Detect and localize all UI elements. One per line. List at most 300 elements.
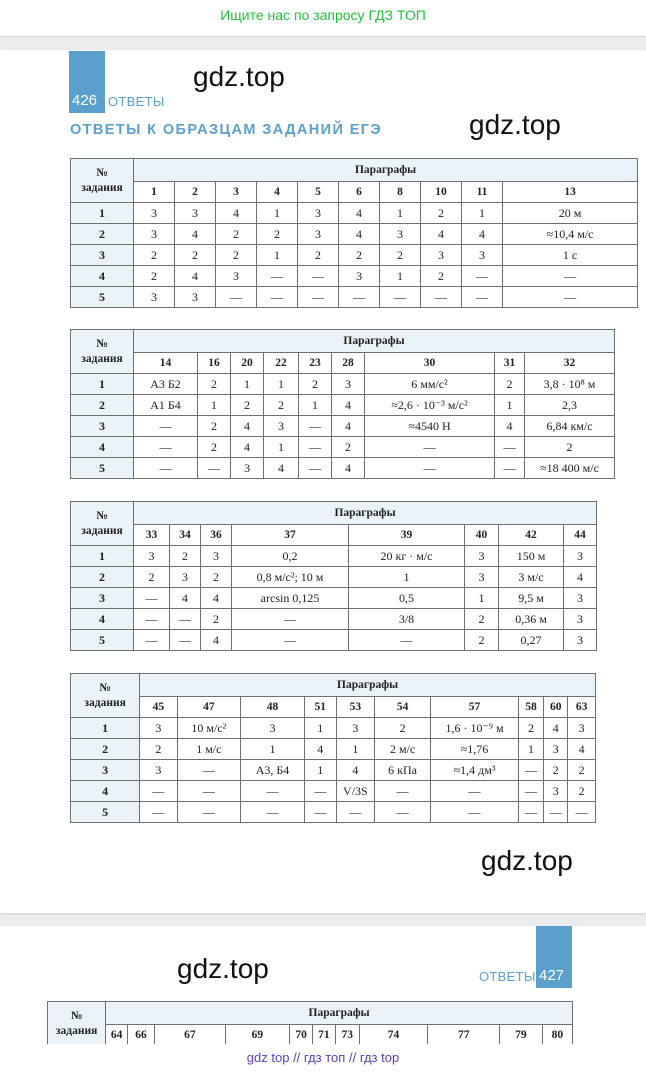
answer-cell: — [134,437,198,458]
answer-cell: 4 [231,437,264,458]
answer-cell: — [299,458,332,479]
paragraph-column-header: 54 [375,697,431,718]
answer-cell: 2 [198,437,231,458]
paragraph-column-header: 1 [134,182,175,203]
answer-cell: — [375,781,431,802]
answer-cell: 3,8 · 10⁸ м [525,374,615,395]
answer-cell: ≈4540 Н [365,416,495,437]
answer-cell: — [380,287,421,308]
answer-cell: А1 Б4 [134,395,198,416]
answer-cell: 0,27 [499,630,564,651]
answer-cell: 3 [339,266,380,287]
paragraph-column-header: 13 [503,182,638,203]
answer-cell: — [299,437,332,458]
paragraph-column-header: 6 [339,182,380,203]
paragraph-column-header: 32 [525,353,615,374]
answer-cell: 2 [264,395,299,416]
answer-cell: 3 [216,266,257,287]
answer-cell: 3 [564,588,597,609]
paragraph-column-header: 33 [134,525,170,546]
answer-cell: 3 [564,609,597,630]
answer-cell: — [170,630,201,651]
paragraph-column-header: 51 [304,697,336,718]
task-number-cell: 4 [71,437,134,458]
answer-cell: 1 [241,739,305,760]
answer-cell: 1 [465,588,499,609]
answer-cell: — [431,802,519,823]
table-row [71,287,638,308]
paragraph-column-header: 57 [431,697,519,718]
answer-cell: 3 [241,718,305,739]
answer-cell: 4 [339,203,380,224]
answer-cell: 2 [134,266,175,287]
answer-cell: 1 [198,395,231,416]
answer-cell: — [462,266,503,287]
answer-cell: 6 кПа [375,760,431,781]
task-number-cell: 3 [71,245,134,266]
paragraph-column-header: 31 [495,353,525,374]
answer-cell: 4 [231,416,264,437]
answer-cell: 2 [544,760,568,781]
answer-cell: 1 [336,739,374,760]
answer-cell: 2 [198,416,231,437]
paragraphs-header: Параграфы [134,502,597,525]
answer-cell: 3 [201,546,232,567]
answer-cell: — [568,802,596,823]
answer-cell: 4 [201,588,232,609]
answer-cell: 3 [465,546,499,567]
answer-cell: 2 [257,224,298,245]
answer-cell: 1 с [503,245,638,266]
answer-cell: 2 [231,395,264,416]
task-number-cell: 1 [71,546,134,567]
answer-cell: ≈10,4 м/с [503,224,638,245]
answer-cell: 1 [264,437,299,458]
answer-cell: ≈2,6 · 10⁻³ м/с² [365,395,495,416]
task-number-cell: 5 [71,630,134,651]
answer-cell: 2 [495,374,525,395]
answer-cell: 4 [216,203,257,224]
answer-cell: 2 [216,245,257,266]
table-row [71,588,597,609]
page-number-badge [536,926,572,988]
page-number: 427 [539,967,565,984]
task-number-cell: 3 [71,588,134,609]
paragraph-column-header: 23 [299,353,332,374]
paragraph-column-header: 69 [225,1025,289,1045]
answer-cell: — [375,802,431,823]
answer-cell: — [431,781,519,802]
answer-cell: — [140,802,177,823]
answer-cell: 3 [462,245,503,266]
bottom-links-bar [0,1044,646,1076]
paragraphs-header: Параграфы [134,159,638,182]
answer-cell: 2 [568,760,596,781]
answer-cell: — [298,287,339,308]
watermark: gdz.top [193,61,285,92]
task-number-cell: 4 [71,266,134,287]
paragraph-column-header: 36 [201,525,232,546]
answer-cell: arcsin 0,125 [232,588,349,609]
table-row [71,245,638,266]
answer-cell: 1 [349,567,465,588]
answer-cell: 3 [170,567,201,588]
answer-cell: — [232,630,349,651]
top-banner [0,0,646,37]
paragraph-column-header: 74 [359,1025,428,1045]
table-row [71,739,596,760]
paragraph-column-header: 77 [428,1025,500,1045]
answer-cell: 150 м [499,546,564,567]
answer-cell: ≈1,4 дм³ [431,760,519,781]
watermark: gdz.top [177,953,269,984]
answer-cell: 0,2 [232,546,349,567]
answer-cell: 3 [134,287,175,308]
answer-cell: — [518,760,543,781]
answer-cell: А3 Б2 [134,374,198,395]
paragraph-column-header: 8 [380,182,421,203]
paragraph-column-header: 67 [155,1025,226,1045]
paragraph-column-header: 66 [128,1025,155,1045]
answer-cell: 4 [332,395,365,416]
paragraph-column-header: 22 [264,353,299,374]
answers-table-5 [47,1001,573,1044]
answer-cell: — [257,287,298,308]
task-number-cell: 1 [71,718,140,739]
task-number-cell: 3 [71,760,140,781]
task-number-cell: 2 [71,224,134,245]
answer-cell: 2 [216,224,257,245]
table-row [71,609,597,630]
answer-cell: — [257,266,298,287]
answer-cell: 1 [257,245,298,266]
table-row [71,416,615,437]
answer-cell: — [365,458,495,479]
task-number-cell: 2 [71,739,140,760]
answer-cell: ≈18 400 м/с [525,458,615,479]
answer-cell: ≈1,76 [431,739,519,760]
paragraph-column-header: 53 [336,697,374,718]
paragraph-column-header: 39 [349,525,465,546]
bottom-link[interactable]: gdz top [246,1050,290,1065]
answer-cell: — [177,802,241,823]
answer-cell: — [177,760,241,781]
answer-cell: — [299,416,332,437]
answers-table-3 [70,501,597,651]
answer-cell: 2 [465,630,499,651]
answer-cell: 4 [332,416,365,437]
answer-cell: 3 [140,718,177,739]
answer-cell: 2 [465,609,499,630]
answer-cell: 1 [380,203,421,224]
answer-cell: 2,3 [525,395,615,416]
paragraph-column-header: 14 [134,353,198,374]
answer-cell: 2 [375,718,431,739]
answer-cell: 3 [421,245,462,266]
answer-cell: 3 [231,458,264,479]
answer-cell: — [134,609,170,630]
answer-cell: 1 [257,203,298,224]
paragraph-column-header: 63 [568,697,596,718]
answers-table-2 [70,329,615,479]
paragraphs-header: Параграфы [140,674,596,697]
answer-cell: 4 [175,224,216,245]
paragraphs-header: Параграфы [134,330,615,353]
answer-cell: 4 [421,224,462,245]
answer-cell: 4 [462,224,503,245]
section-title: ОТВЕТЫ К ОБРАЗЦАМ ЗАДАНИЙ ЕГЭ [70,122,383,138]
answer-cell: V/3S [336,781,374,802]
table-row [71,458,615,479]
answer-cell: 2 м/с [375,739,431,760]
task-number-cell: 4 [71,609,134,630]
answer-cell: 3 [134,224,175,245]
paragraph-column-header: 44 [564,525,597,546]
answer-cell: — [495,437,525,458]
answer-cell: 1 [231,374,264,395]
answer-cell: 1,6 · 10⁻⁹ м [431,718,519,739]
paragraphs-header: Параграфы [106,1002,573,1025]
answer-cell: — [177,781,241,802]
task-number-header: № задания [71,502,134,546]
table-row [71,203,638,224]
page-number: 426 [72,92,98,109]
answer-cell: — [544,802,568,823]
paragraph-column-header: 64 [106,1025,128,1045]
page-426 [0,50,646,913]
answer-cell: А3, Б4 [241,760,305,781]
answer-cell: — [170,609,201,630]
paragraph-column-header: 2 [175,182,216,203]
paragraph-column-header: 11 [462,182,503,203]
answer-cell: — [298,266,339,287]
answer-cell: 3 [336,718,374,739]
task-number-cell: 2 [71,395,134,416]
answer-cell: 3 [298,224,339,245]
answer-cell: 2 [134,245,175,266]
answer-cell: — [336,802,374,823]
answer-cell: 2 [175,245,216,266]
answer-cell: — [241,781,305,802]
answer-cell: 2 [421,266,462,287]
paragraph-column-header: 30 [365,353,495,374]
answer-cell: — [365,437,495,458]
answer-cell: 1 [380,266,421,287]
answer-cell: — [339,287,380,308]
answer-cell: 4 [339,224,380,245]
answers-table-1 [70,158,638,308]
answer-cell: 3 [568,718,596,739]
search-promo-text: Ищите нас по запросу ГДЗ ТОП [220,7,426,23]
table-row [71,266,638,287]
answer-cell: 2 [568,781,596,802]
page-427 [0,926,646,1044]
answer-cell: 1 [304,718,336,739]
answer-cell: 20 м [503,203,638,224]
table-row [71,374,615,395]
paragraph-column-header: 79 [500,1025,543,1045]
answer-cell: 4 [264,458,299,479]
answer-cell: 9,5 м [499,588,564,609]
paragraph-column-header: 5 [298,182,339,203]
table-row [71,224,638,245]
answer-cell: 3 [134,203,175,224]
answer-cell: 6,84 км/с [525,416,615,437]
answer-cell: — [462,287,503,308]
answer-cell: — [216,287,257,308]
answer-cell: 1 [264,374,299,395]
answer-cell: 0,8 м/с²; 10 м [232,567,349,588]
answer-cell: 1 [299,395,332,416]
task-number-cell: 5 [71,287,134,308]
answer-cell: — [503,266,638,287]
answer-cell: 0,36 м [499,609,564,630]
table-row [71,630,597,651]
task-number-cell: 1 [71,203,134,224]
paragraph-column-header: 10 [421,182,462,203]
paragraph-column-header: 71 [313,1025,336,1045]
task-number-cell: 1 [71,374,134,395]
answer-cell: — [198,458,231,479]
answer-cell: 0,5 [349,588,465,609]
answer-cell: 1 [462,203,503,224]
answer-cell: 4 [544,718,568,739]
answer-cell: 4 [336,760,374,781]
answer-cell: 3/8 [349,609,465,630]
answer-cell: 3 [564,630,597,651]
answer-cell: — [518,802,543,823]
answer-cell: — [349,630,465,651]
bottom-link[interactable]: гдз топ [303,1050,346,1065]
answer-cell: 2 [525,437,615,458]
answer-cell: 3 [298,203,339,224]
table-row [71,437,615,458]
answer-cell: 2 [201,567,232,588]
task-number-cell: 3 [71,416,134,437]
task-number-cell: 2 [71,567,134,588]
task-number-cell: 5 [71,458,134,479]
answer-cell: 6 мм/с² [365,374,495,395]
paragraph-column-header: 28 [332,353,365,374]
paragraph-column-header: 16 [198,353,231,374]
task-number-cell: 4 [71,781,140,802]
table-row [71,781,596,802]
paragraph-column-header: 40 [465,525,499,546]
answer-cell: 3 м/с [499,567,564,588]
answer-cell: 3 [544,739,568,760]
answer-cell: — [304,802,336,823]
answer-cell: 1 [518,739,543,760]
answer-cell: 3 [264,416,299,437]
answer-cell: — [503,287,638,308]
answer-cell: — [304,781,336,802]
answer-cell: 2 [299,374,332,395]
watermark: gdz.top [481,845,573,876]
answer-cell: 1 [304,760,336,781]
answer-cell: 4 [568,739,596,760]
answer-cell: 4 [495,416,525,437]
answer-cell: — [134,416,198,437]
answer-cell: 3 [175,287,216,308]
answer-cell: — [140,781,177,802]
answer-cell: 3 [332,374,365,395]
paragraph-column-header: 20 [231,353,264,374]
answer-cell: 4 [175,266,216,287]
answer-cell: 3 [465,567,499,588]
paragraph-column-header: 73 [335,1025,359,1045]
paragraph-column-header: 3 [216,182,257,203]
table-row [71,395,615,416]
answer-cell: 2 [298,245,339,266]
answer-cell: 4 [304,739,336,760]
answer-cell: — [134,458,198,479]
task-number-header: № задания [71,674,140,718]
answer-cell: 4 [170,588,201,609]
running-head: ОТВЕТЫ [479,969,536,984]
table-row [71,760,596,781]
paragraph-column-header: 60 [544,697,568,718]
answer-cell: 4 [564,567,597,588]
answer-cell: 10 м/с² [177,718,241,739]
answer-cell: 2 [134,567,170,588]
task-number-cell: 5 [71,802,140,823]
paragraph-column-header: 45 [140,697,177,718]
answer-cell: 20 кг · м/с [349,546,465,567]
answer-cell: 2 [140,739,177,760]
answer-cell: 1 м/с [177,739,241,760]
paragraph-column-header: 48 [241,697,305,718]
answer-cell: 2 [198,374,231,395]
answer-cell: 2 [170,546,201,567]
table-row [71,718,596,739]
answer-cell: 2 [421,203,462,224]
answer-cell: 2 [518,718,543,739]
paragraph-column-header: 70 [290,1025,313,1045]
answer-cell: 2 [332,437,365,458]
separator: // [348,1050,357,1065]
paragraph-column-header: 4 [257,182,298,203]
paragraph-column-header: 80 [542,1025,572,1045]
table-row [71,802,596,823]
answer-cell: 3 [544,781,568,802]
paragraph-column-header: 42 [499,525,564,546]
paragraph-column-header: 34 [170,525,201,546]
answer-cell: 3 [134,546,170,567]
task-number-header: № задания [48,1002,106,1045]
bottom-link[interactable]: гдз top [359,1050,400,1065]
answer-cell: 3 [380,224,421,245]
answer-cell: 4 [201,630,232,651]
paragraph-column-header: 58 [518,697,543,718]
answer-cell: 3 [564,546,597,567]
page-number-badge [69,51,105,113]
answers-table-4 [70,673,596,823]
watermark: gdz.top [469,109,561,140]
answer-cell: 2 [339,245,380,266]
answer-cell: 3 [140,760,177,781]
paragraph-column-header: 37 [232,525,349,546]
answer-cell: — [421,287,462,308]
answer-cell: 1 [495,395,525,416]
answer-cell: — [241,802,305,823]
answer-cell: — [232,609,349,630]
task-number-header: № задания [71,159,134,203]
answer-cell: — [495,458,525,479]
answer-cell: 2 [380,245,421,266]
answer-cell: 4 [332,458,365,479]
answer-cell: — [134,630,170,651]
separator: // [293,1050,301,1065]
